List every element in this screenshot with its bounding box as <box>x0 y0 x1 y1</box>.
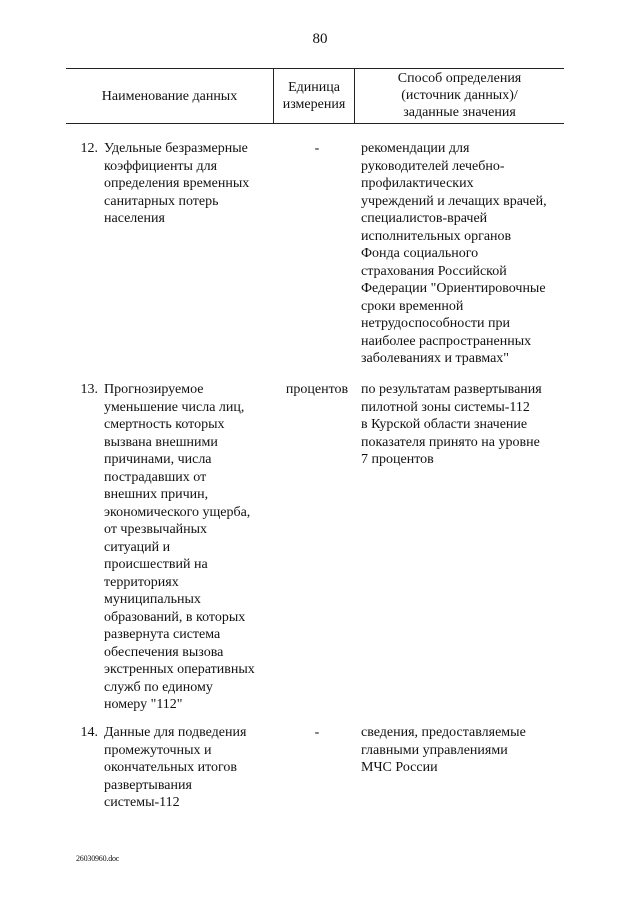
cell-line: Данные для подведения <box>104 725 247 740</box>
cell-line: экономического ущерба, <box>104 504 251 520</box>
row-data-name <box>104 381 274 714</box>
cell-line: Прогнозируемое <box>104 382 204 397</box>
cell-line: окончательных итогов <box>104 760 238 775</box>
cell-line: уменьшение числа лиц, <box>104 399 245 415</box>
cell-line: внешних причин, <box>104 487 209 502</box>
cell-line: муниципальных <box>104 592 201 607</box>
page-number: 80 <box>312 31 328 47</box>
cell-line: определения временных <box>104 176 250 191</box>
cell-line: Фонда социального <box>361 246 479 261</box>
row-method <box>361 140 571 368</box>
cell-line: показателя принято на уровне <box>361 434 540 450</box>
header-col-method-line: Способ определения <box>397 71 522 86</box>
cell-line: сведения, предоставляемые <box>361 725 526 740</box>
cell-line: в Курской области значение <box>361 417 528 432</box>
header-col-method-line: (источник данных)/ <box>401 88 518 103</box>
cell-line: МЧС России <box>361 760 438 775</box>
row-unit: процентов <box>285 382 349 397</box>
cell-line: пилотной зоны системы-112 <box>361 399 530 415</box>
row-number: 14. <box>80 725 98 740</box>
cell-line: заболеваниях и травмах" <box>361 351 510 366</box>
header-col-unit-line: Единица <box>288 80 340 95</box>
cell-line: рекомендации для <box>361 141 470 156</box>
cell-line: наиболее распространенных <box>361 333 532 349</box>
row-number: 12. <box>80 141 98 156</box>
row-number: 13. <box>80 382 98 397</box>
row-data-name <box>104 140 274 228</box>
cell-line: по результатам развертывания <box>361 382 542 397</box>
row-method <box>361 381 571 469</box>
cell-line: промежуточных и <box>104 742 212 758</box>
cell-line: учреждений и лечащих врачей, <box>361 193 547 209</box>
cell-line: нетрудоспособности при <box>361 316 510 331</box>
header-col-method-line: заданные значения <box>403 105 516 120</box>
table-top-rule <box>66 68 564 69</box>
cell-line: причинами, числа <box>104 452 212 467</box>
cell-line: развертывания <box>104 777 192 793</box>
cell-line: профилактических <box>361 176 474 191</box>
cell-line: смертность которых <box>104 417 225 432</box>
cell-line: коэффициенты для <box>104 158 218 174</box>
cell-line: главными управлениями <box>361 742 508 758</box>
cell-line: Федерации "Ориентировочные <box>361 281 546 296</box>
cell-line: руководителей лечебно- <box>361 158 505 174</box>
row-unit: - <box>314 141 320 156</box>
header-col-method <box>355 70 564 121</box>
cell-line: исполнительных органов <box>361 228 512 244</box>
cell-line: образований, в которых <box>104 609 246 625</box>
cell-line: вызвана внешними <box>104 434 218 450</box>
header-bottom-rule <box>66 123 564 124</box>
header-col-unit <box>274 79 354 113</box>
cell-line: Удельные безразмерные <box>104 141 248 156</box>
cell-line: 7 процентов <box>361 452 434 467</box>
cell-line: ситуаций и <box>104 539 171 555</box>
cell-line: номеру "112" <box>104 697 183 712</box>
header-col-unit-line: измерения <box>282 97 346 112</box>
cell-line: санитарных потерь <box>104 193 219 209</box>
cell-line: населения <box>104 211 165 226</box>
row-method <box>361 724 571 777</box>
cell-line: системы-112 <box>104 795 180 810</box>
cell-line: развернута система <box>104 627 221 642</box>
cell-line: от чрезвычайных <box>104 522 208 537</box>
row-data-name <box>104 724 274 812</box>
cell-line: сроки временной <box>361 298 464 314</box>
cell-line: служб по единому <box>104 679 213 695</box>
cell-line: пострадавших от <box>104 469 207 485</box>
cell-line: происшествий на <box>104 557 208 572</box>
document-filename: 26030960.doc <box>76 854 120 863</box>
cell-line: страхования Российской <box>361 263 507 279</box>
cell-line: специалистов-врачей <box>361 211 488 226</box>
row-unit: - <box>314 725 320 740</box>
cell-line: территориях <box>104 574 179 590</box>
header-col-name: Наименование данных <box>101 89 238 104</box>
cell-line: экстренных оперативных <box>104 662 255 677</box>
cell-line: обеспечения вызова <box>104 644 224 660</box>
